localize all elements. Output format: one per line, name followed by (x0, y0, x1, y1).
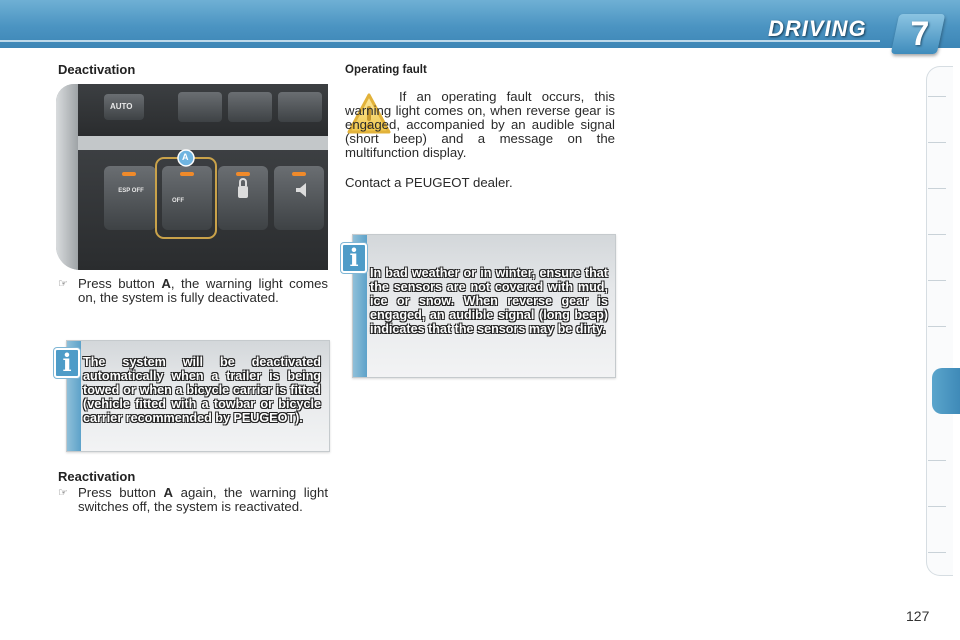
esp-button-label: ESP OFF (118, 188, 144, 194)
reactivation-step-text (58, 486, 328, 514)
step-text-post: again, the warning light switches off, the system is reactivated. (78, 485, 329, 514)
info-icon: i (54, 348, 80, 378)
step-text-post: , the warning light comes on, the system is fully deactivated. (78, 276, 329, 305)
chapter-tab-active (932, 368, 960, 414)
button-key: A (161, 276, 171, 291)
weather-info-note: In bad weather or in winter, ensure that the sensors are not covered with mud, ice or snow. When reverse gear is engaged, an audible signal (long beep) indicates that the sensors may be dirty. (370, 266, 608, 336)
header-divider (0, 40, 880, 42)
tab-divider (928, 142, 946, 143)
step-text-pre: Press button (78, 276, 162, 291)
callout-label-a: A (182, 152, 189, 162)
tab-divider (928, 188, 946, 189)
button-key: A (163, 485, 174, 500)
info-icon: i (341, 243, 367, 273)
operating-fault-title: Operating fault (345, 64, 427, 76)
tab-divider (928, 96, 946, 97)
tab-divider (928, 460, 946, 461)
step-text-pre: Press button (78, 485, 164, 500)
pointing-hand-icon: ☞ (58, 278, 68, 290)
chapter-title: DRIVING (768, 16, 867, 41)
tab-divider (928, 234, 946, 235)
contact-dealer-text: Contact a PEUGEOT dealer. (345, 175, 513, 190)
tab-divider (928, 506, 946, 507)
deactivation-title: Deactivation (58, 62, 136, 77)
deactivation-step (58, 277, 328, 305)
reactivation-title: Reactivation (58, 469, 136, 484)
operating-fault-text: If an operating fault occurs, this warning light comes on, when reverse gear is engaged, accompanied by an audible signal (short beep) and a message on the multifunction display. (345, 89, 615, 160)
tab-divider (928, 280, 946, 281)
dashboard-buttons-photo (56, 84, 328, 270)
trailer-info-note: The system will be deactivated automatically when a trailer is being towed or when a bicycle carrier is fitted (vehicle fitted with a towbar or bicycle carrier recommended by PEUGEOT). (83, 355, 321, 425)
chapter-number: 7 (910, 15, 930, 53)
auto-button-label: AUTO (110, 102, 133, 111)
tab-divider (928, 552, 946, 553)
deactivation-step-text (58, 277, 328, 305)
dashboard-buttons-illustration (56, 84, 328, 270)
pointing-hand-icon: ☞ (58, 487, 68, 499)
tab-divider (928, 326, 946, 327)
reactivation-step (58, 486, 328, 514)
page-number: 127 (906, 608, 930, 624)
sensor-button-label: OFF (172, 198, 184, 204)
